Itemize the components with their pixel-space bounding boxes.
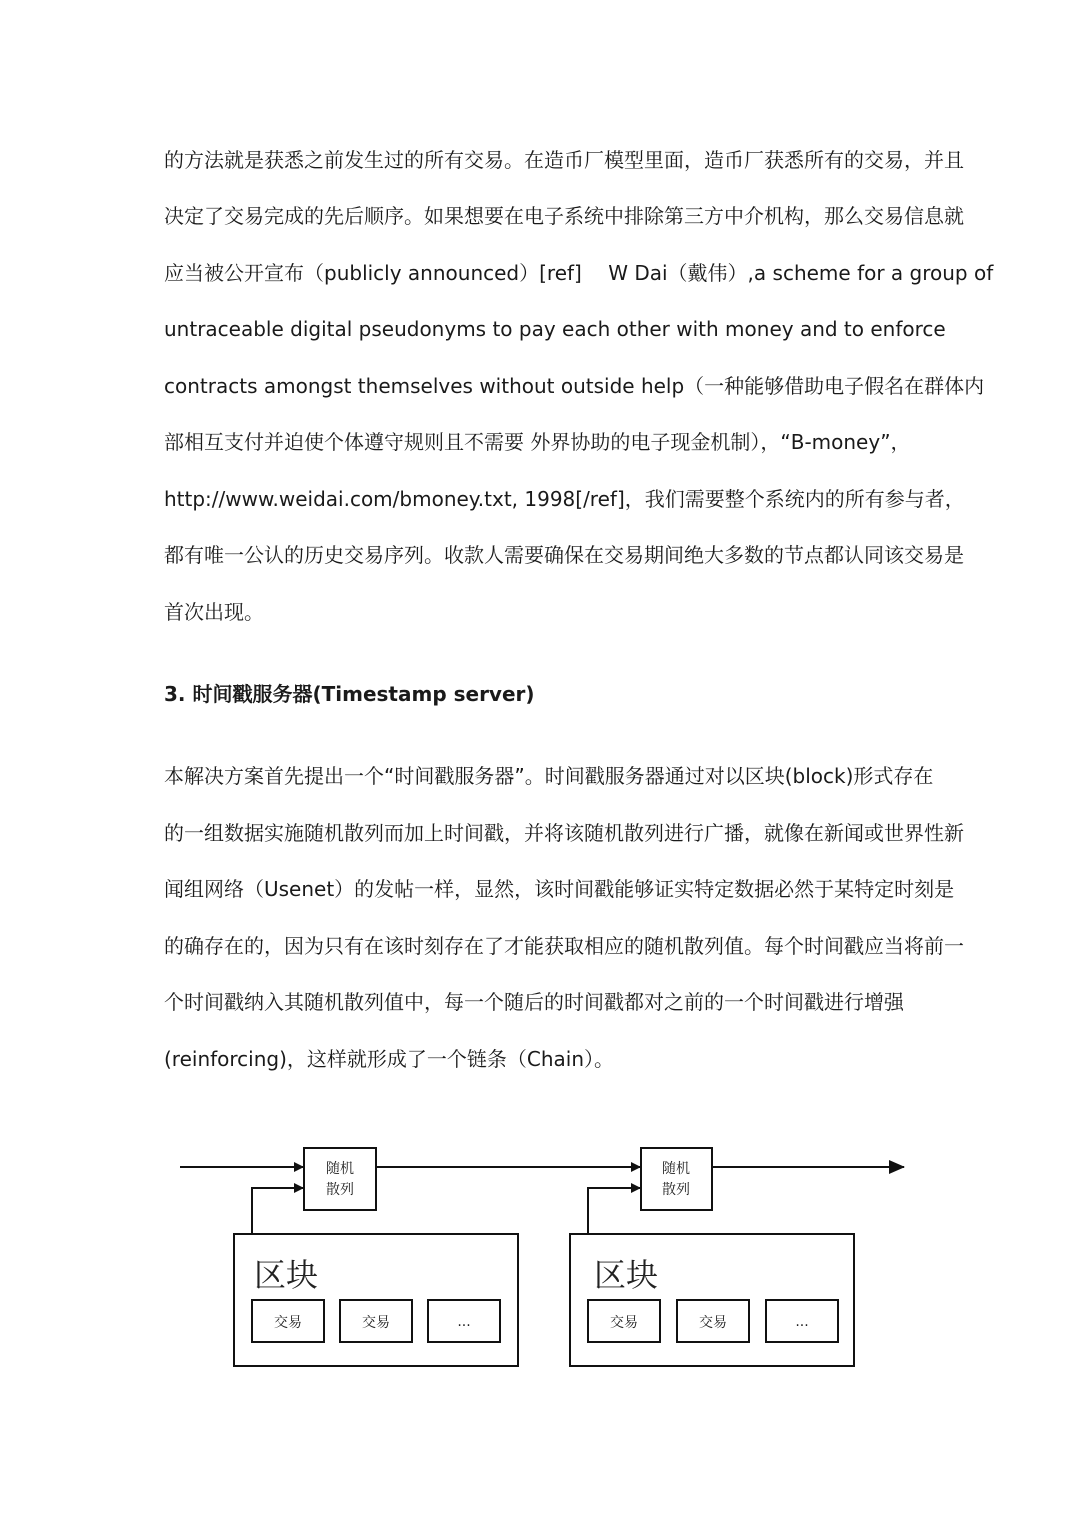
block-2-tx-2-label: 交易 xyxy=(699,1315,727,1331)
paragraph2-line-3: 闻组网络（Usenet）的发帖一样，显然，该时间戳能够证实特定数据必然于某特定时刻是 xyxy=(164,877,955,901)
block-2-to-hash-arrow xyxy=(588,1188,640,1234)
block-2-tx-1-label: 交易 xyxy=(610,1315,638,1331)
block-1-tx-more-label: ... xyxy=(457,1314,471,1330)
paragraph1-line-1: 的方法就是获悉之前发生过的所有交易。在造币厂模型里面，造币厂获悉所有的交易，并且 xyxy=(164,148,964,172)
block-1-tx-2-label: 交易 xyxy=(362,1315,390,1331)
paragraph2-line-4: 的确存在的，因为只有在该时刻存在了才能获取相应的随机散列值。每个时间戳应当将前一 xyxy=(164,934,964,958)
paragraph1-line-5: contracts amongst themselves without outside help（一种能够借助电子假名在群体内 xyxy=(164,374,985,398)
paragraph1-line-8: 都有唯一公认的历史交易序列。收款人需要确保在交易期间绝大多数的节点都认同该交易是 xyxy=(164,543,964,567)
block-1-label: 区块 xyxy=(254,1256,319,1294)
hash-box-2 xyxy=(641,1148,712,1210)
paragraph1-line-9: 首次出现。 xyxy=(164,600,264,624)
block-2-tx-more-label: ... xyxy=(795,1314,809,1330)
paragraph1-line-4: untraceable digital pseudonyms to pay each other with money and to enforce xyxy=(164,317,946,341)
paragraph2-line-6: (reinforcing)，这样就形成了一个链条（Chain）。 xyxy=(164,1047,615,1071)
paragraph1-line-2: 决定了交易完成的先后顺序。如果想要在电子系统中排除第三方中介机构，那么交易信息就 xyxy=(164,204,964,228)
paragraph1-line-7: http://www.weidai.com/bmoney.txt, 1998[/ref]，我们需要整个系统内的所有参与者， xyxy=(164,487,965,511)
paragraph1-line-6: 部相互支付并迫使个体遵守规则且不需要 外界协助的电子现金机制），“B-money”， xyxy=(164,430,911,454)
paragraph2-line-1: 本解决方案首先提出一个“时间戳服务器”。时间戳服务器通过对以区块(block)形式存在 xyxy=(164,764,934,788)
timestamp-chain-diagram xyxy=(170,1140,920,1380)
hash-box-1 xyxy=(304,1148,376,1210)
paragraph1-line-3: 应当被公开宣布（publicly announced）[ref] W Dai（戴伟）,a scheme for a group of xyxy=(164,261,994,285)
block-1-tx-1-label: 交易 xyxy=(274,1315,302,1331)
hash-box-1-label-1: 随机 xyxy=(326,1161,354,1177)
section-heading: 3. 时间戳服务器(Timestamp server) xyxy=(164,682,535,706)
hash-box-2-label-1: 随机 xyxy=(662,1161,690,1177)
hash-box-1-label-2: 散列 xyxy=(326,1182,354,1198)
paragraph2-line-2: 的一组数据实施随机散列而加上时间戳，并将该随机散列进行广播，就像在新闻或世界性新 xyxy=(164,821,964,845)
block-1-to-hash-arrow xyxy=(252,1188,303,1234)
paragraph2-line-5: 个时间戳纳入其随机散列值中，每一个随后的时间戳都对之前的一个时间戳进行增强 xyxy=(164,990,904,1014)
hash-box-2-label-2: 散列 xyxy=(662,1182,690,1198)
block-2-label: 区块 xyxy=(594,1256,659,1294)
